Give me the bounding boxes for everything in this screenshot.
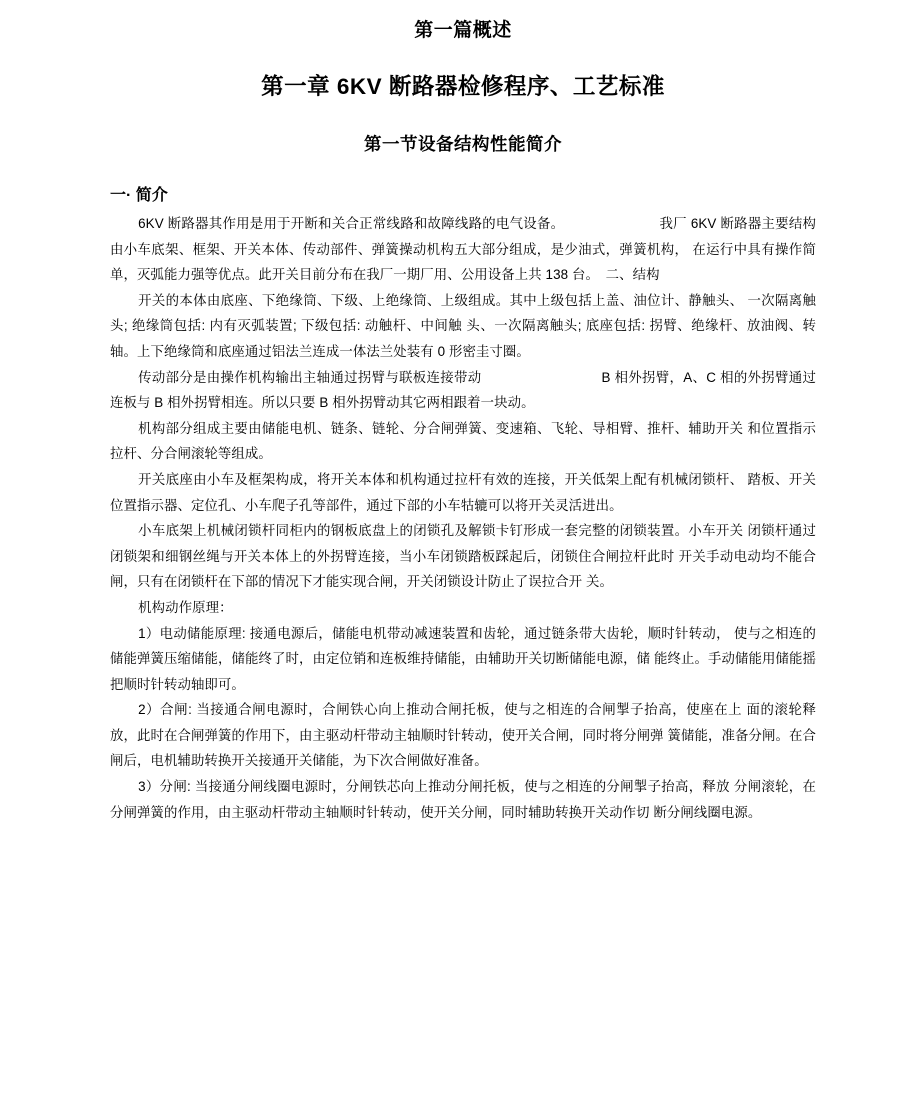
- document-title: 第一篇概述: [414, 20, 512, 41]
- paragraph-intro-part-a: 6KV 断路器其作用是用于开断和关合正常线路和故障线路的电气设备。: [138, 216, 565, 231]
- paragraph-mechanism-parts: 机构部分组成主要由储能电机、链条、链轮、分合闸弹簧、变速箱、飞轮、导相臂、推杆、辅助开关 和位置指示拉杆、分合闸滚轮等组成。: [110, 420, 816, 462]
- paragraph-principle-opening: 3）分闸: 当接通分闸线圈电源时，分闸铁芯向上推动分闸托板，使与之相连的分闸掣子抬高，释放 分闸滚轮，在分闸弹簧的作用，由主驱动杆带动主轴顺时针转动，使开关分闸，同时辅助转换开关动作切 断分闸线圈电源。: [110, 779, 816, 820]
- paragraph-transmission: [110, 365, 816, 416]
- paragraph-switch-base: 开关底座由小车及框架构成，将开关本体和机构通过拉杆有效的连接，开关低架上配有机械闭锁杆、 踏板、开关位置指示器、定位孔、小车爬子孔等部件，通过下部的小车牯辘可以将开关灵活进出。: [110, 471, 816, 513]
- sub-heading-introduction: 一· 简介: [110, 187, 168, 204]
- paragraph-transmission-part-b: B 相外拐臂，A、C 相的外拐臂通过连板与 B 相外拐臂相连。所以只要 B 相外拐臂动其它两相跟着一块动。: [110, 369, 816, 411]
- paragraph-intro: [110, 207, 816, 288]
- paragraph-body-structure: 开关的本体由底座、下绝缘筒、下级、上绝缘筒、上级组成。其中上级包括上盖、油位计、静触头、 一次隔离触头; 绝缘筒包括: 内有灭弧装置; 下级包括: 动触杆、中间触 头、一次隔离触头; 底座包括: 拐臂、绝缘杆、放油阀、转轴。上下绝缘筒和底座通过铝法兰连成一体法兰处装有 0 形密圭寸圈。: [110, 292, 816, 359]
- paragraph-intro-part-c: 二、结构: [605, 267, 660, 283]
- paragraph-principle-closing: 2）合闸: 当接通合闸电源时，合闸铁心向上推动合闸托板，使与之相连的合闸掣子抬高，使座在上 面的滚轮释放，此时在合闸弹簧的作用下，由主驱动杆带动主轴顺时针转动，使开关合闸，同时将分闸弹 簧储能，准备分闸。在合闸后，电机辅助转换开关接通开关储能，为下次合闸做好准备。: [110, 702, 816, 769]
- paragraph-intro-part-b: 我厂 6KV 断路器主要结构由小车底架、框架、开关本体、传动部件、弹簧操动机构五大部分组成，是少油式，弹簧机构， 在运行中具有操作简单，灭弧能力强等优点。此开关目前分布在我厂一期厂用、公用设备上共 138 台。: [110, 216, 817, 283]
- paragraph-transmission-part-a: 传动部分是由操作机构输出主轴通过拐臂与联板连接带动: [138, 369, 482, 385]
- paragraph-operating-principle-label: 机构动作原理：: [138, 599, 233, 615]
- chapter-title: 第一章 6KV 断路器检修程序、工艺标准: [261, 74, 665, 99]
- paragraph-interlock-device: 小车底架上机械闭锁杆同柜内的钢板底盘上的闭锁孔及解锁卡钉形成一套完整的闭锁装置。小车开关 闭锁杆通过闭锁架和细钢丝绳与开关本体上的外拐臂连接，当小车闭锁踏板踩起后，闭锁住合闸拉杆此时 开关手动电动均不能合闸，只有在闭锁杆在下部的情况下才能实现合闸，开关闭锁设计防止了误拉合开 关。: [110, 523, 816, 590]
- paragraph-principle-energy-storage: 1）电动储能原理: 接通电源后，储能电机带动减速装置和齿轮，通过链条带大齿轮，顺时针转动， 使与之相连的储能弹簧压缩储能，储能终了时，由定位销和连板维持储能，由辅助开关切断储能电源，储 能终止。手动储能用储能摇把顺时针转动轴即可。: [110, 625, 816, 692]
- section-title: 第一节设备结构性能简介: [364, 134, 562, 154]
- document-content: [110, 0, 816, 825]
